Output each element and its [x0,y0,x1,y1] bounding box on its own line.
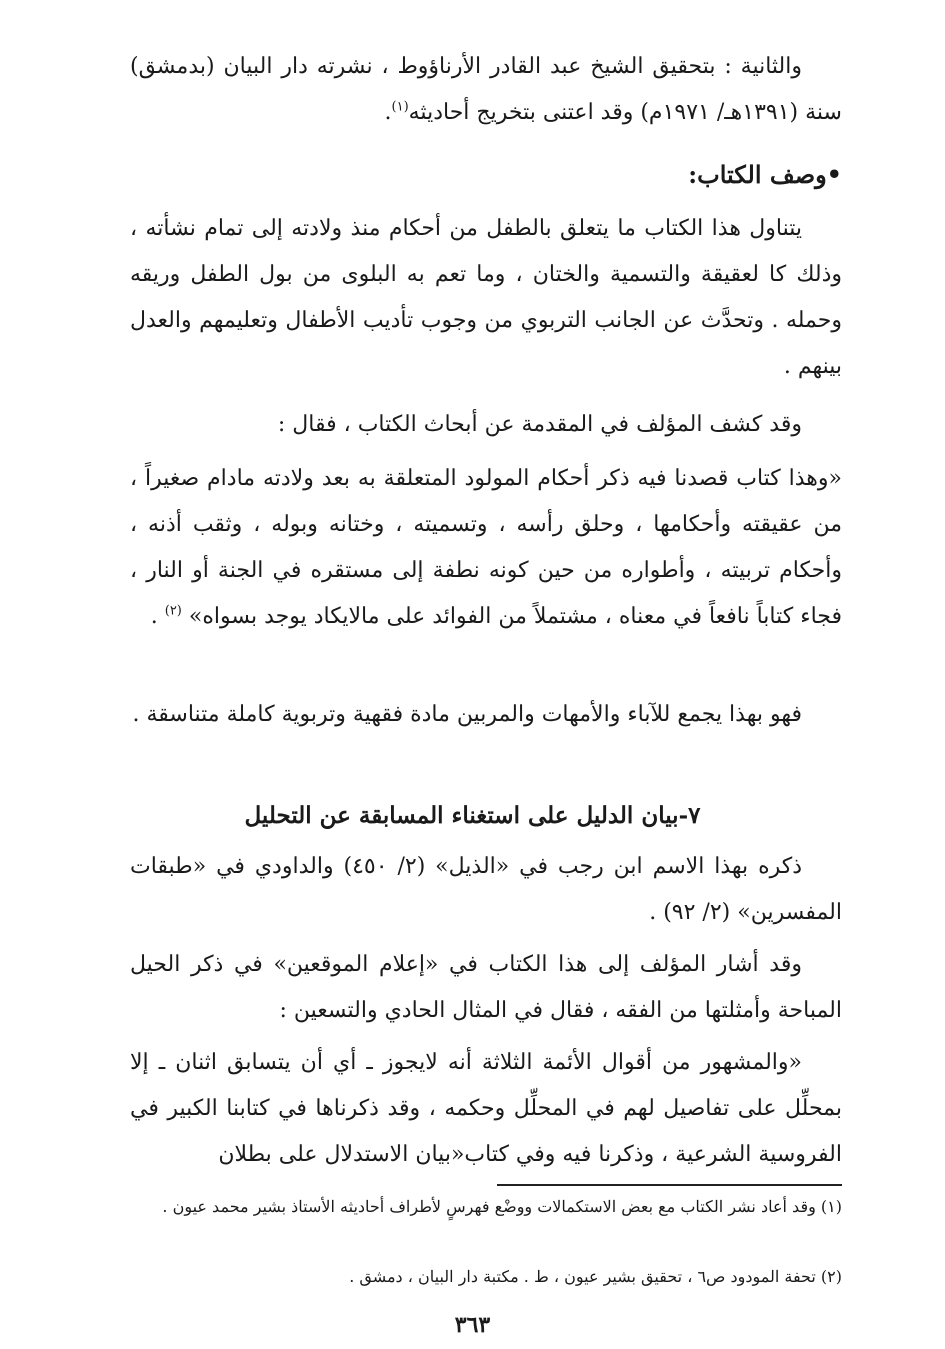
footnote-1 [130,1192,842,1222]
footnote-2-number: (٢) [820,1267,842,1286]
footnote-1-number: (١) [820,1197,842,1216]
heading-section-7: ٧-بيان الدليل على استغناء المسابقة عن التحليل [244,802,701,829]
footnote-1-text: وقد أعاد نشر الكتاب مع بعض الاستكمالات ووضْع فهرسٍ لأطراف أحاديثه الأستاذ بشير محمد عيون . [162,1197,816,1216]
paragraph-ilam-reference: وقد أشار المؤلف إلى هذا الكتاب في «إعلام الموقعين» في ذكر الحيل المباحة وأمثلتها من الفقه ، فقال في المثال الحادي والتسعين : [130,952,842,1023]
paragraph-summary: فهو بهذا يجمع للآباء والأمهات والمربين مادة فقهية وتربوية كاملة متناسقة . [132,702,802,727]
page-number: ٣٦٣ [454,1312,491,1338]
footnote-2-text: تحفة المودود ص٦ ، تحقيق بشير عيون ، ط . مكتبة دار البيان ، دمشق . [349,1267,816,1286]
paragraph-book-overview: يتناول هذا الكتاب ما يتعلق بالطفل من أحكام منذ ولادته إلى تمام نشأته ، وذلك كا لعقيقة والتسمية والختان ، وما تعم به البلوى من بول الطفل وريقه وحمله . وتحدَّث عن الجانب التربوي من وجوب تأديب الأطفال وتعليمهم والعدل بينهم . [130,216,842,379]
footnote-separator [497,1184,842,1186]
footnote-ref-2[interactable]: (٢) [164,603,182,619]
paragraph-edition-info [130,44,842,136]
footnote-ref-1[interactable]: (١) [391,99,409,115]
paragraph-author-quote [130,456,842,640]
paragraph-end-mark: . [384,100,392,125]
paragraph-end-mark: . [150,604,158,629]
paragraph-author-statement: وقد كشف المؤلف في المقدمة عن أبحاث الكتاب ، فقال : [277,412,802,437]
author-quote-text: «وهذا كتاب قصدنا فيه ذكر أحكام المولود المتعلقة به بعد ولادته مادام صغيراً ، من عقيقته وأحكامها ، وحلق رأسه ، وتسميته ، وختانه وبوله ، وثقب أذنه ، وأحكام تربيته ، وأطواره من حين كونه نطفة إلى مستقره في الجنة أو النار ، فجاء كتاباً نافعاً في معناه ، مشتملاً من الفوائد على مالايكاد يوجد بسواه» [130,466,842,629]
heading-book-description: •وصف الكتاب: [688,160,842,189]
paragraph-edition-text: والثانية : بتحقيق الشيخ عبد القادر الأرناؤوط ، نشرته دار البيان (بدمشق) سنة (١٣٩١هـ/ ١٩٧١م) وقد اعتنى بتخريج أحاديثه [130,54,842,125]
footnote-2 [130,1262,842,1292]
paragraph-section7-references: ذكره بهذا الاسم ابن رجب في «الذيل» (٢/ ٤٥٠) والداودي في «طبقات المفسرين» (٢/ ٩٢) . [130,854,842,925]
paragraph-ilam-quote: «والمشهور من أقوال الأئمة الثلاثة أنه لايجوز ـ أي أن يتسابق اثنان ـ إلا بمحلِّل على تفاصيل لهم في المحلِّل وحكمه ، وقد ذكرناها في كتابنا الكبير في الفروسية الشرعية ، وذكرنا فيه وفي كتاب«بيان الاستدلال على بطلان [130,1050,842,1167]
